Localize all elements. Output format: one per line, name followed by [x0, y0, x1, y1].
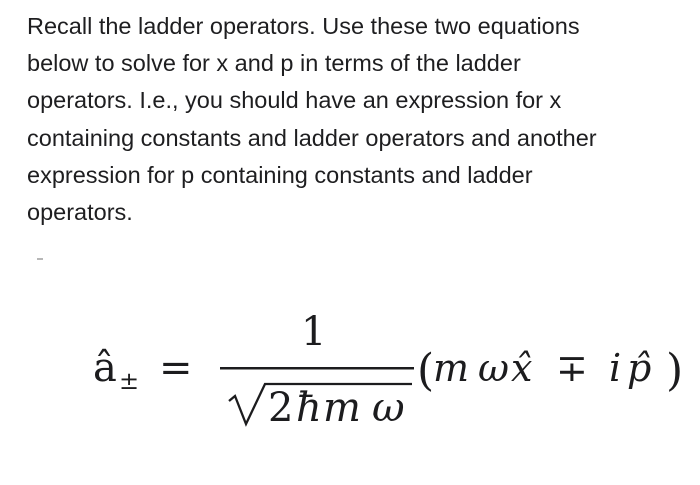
fraction-numerator: 1 — [301, 309, 327, 355]
question-line-3: operators. I.e., you should have an expression for x — [27, 87, 562, 114]
fraction-bar — [220, 367, 414, 370]
open-paren: ( — [417, 345, 435, 396]
rhs-p-hat: p̂ — [627, 346, 652, 390]
close-paren: ) — [666, 345, 684, 396]
rhs-x-hat: x̂ — [511, 346, 533, 390]
question-line-1: Recall the ladder operators. Use these two equations — [27, 13, 580, 39]
denominator-hbar: ħ — [296, 385, 322, 431]
equals-sign: = — [159, 345, 193, 391]
minus-plus-sign: ∓ — [556, 346, 588, 390]
question-line-5: expression for p containing constants and ladder — [27, 161, 533, 188]
denominator-two: 2 — [268, 385, 294, 431]
rhs-omega: ω — [478, 346, 509, 390]
question-line-6: operators. — [27, 199, 133, 226]
lhs-operator: â — [93, 345, 117, 391]
question-line-2: below to solve for x and p in terms of the ladder — [27, 50, 521, 77]
rhs-m: m — [433, 346, 470, 390]
question-line-4: containing constants and ladder operators and another — [27, 124, 597, 151]
denominator-m: m — [323, 385, 361, 431]
lhs-subscript: ± — [119, 367, 140, 395]
denominator-omega: ω — [372, 385, 405, 431]
rhs-i: i — [609, 346, 622, 390]
